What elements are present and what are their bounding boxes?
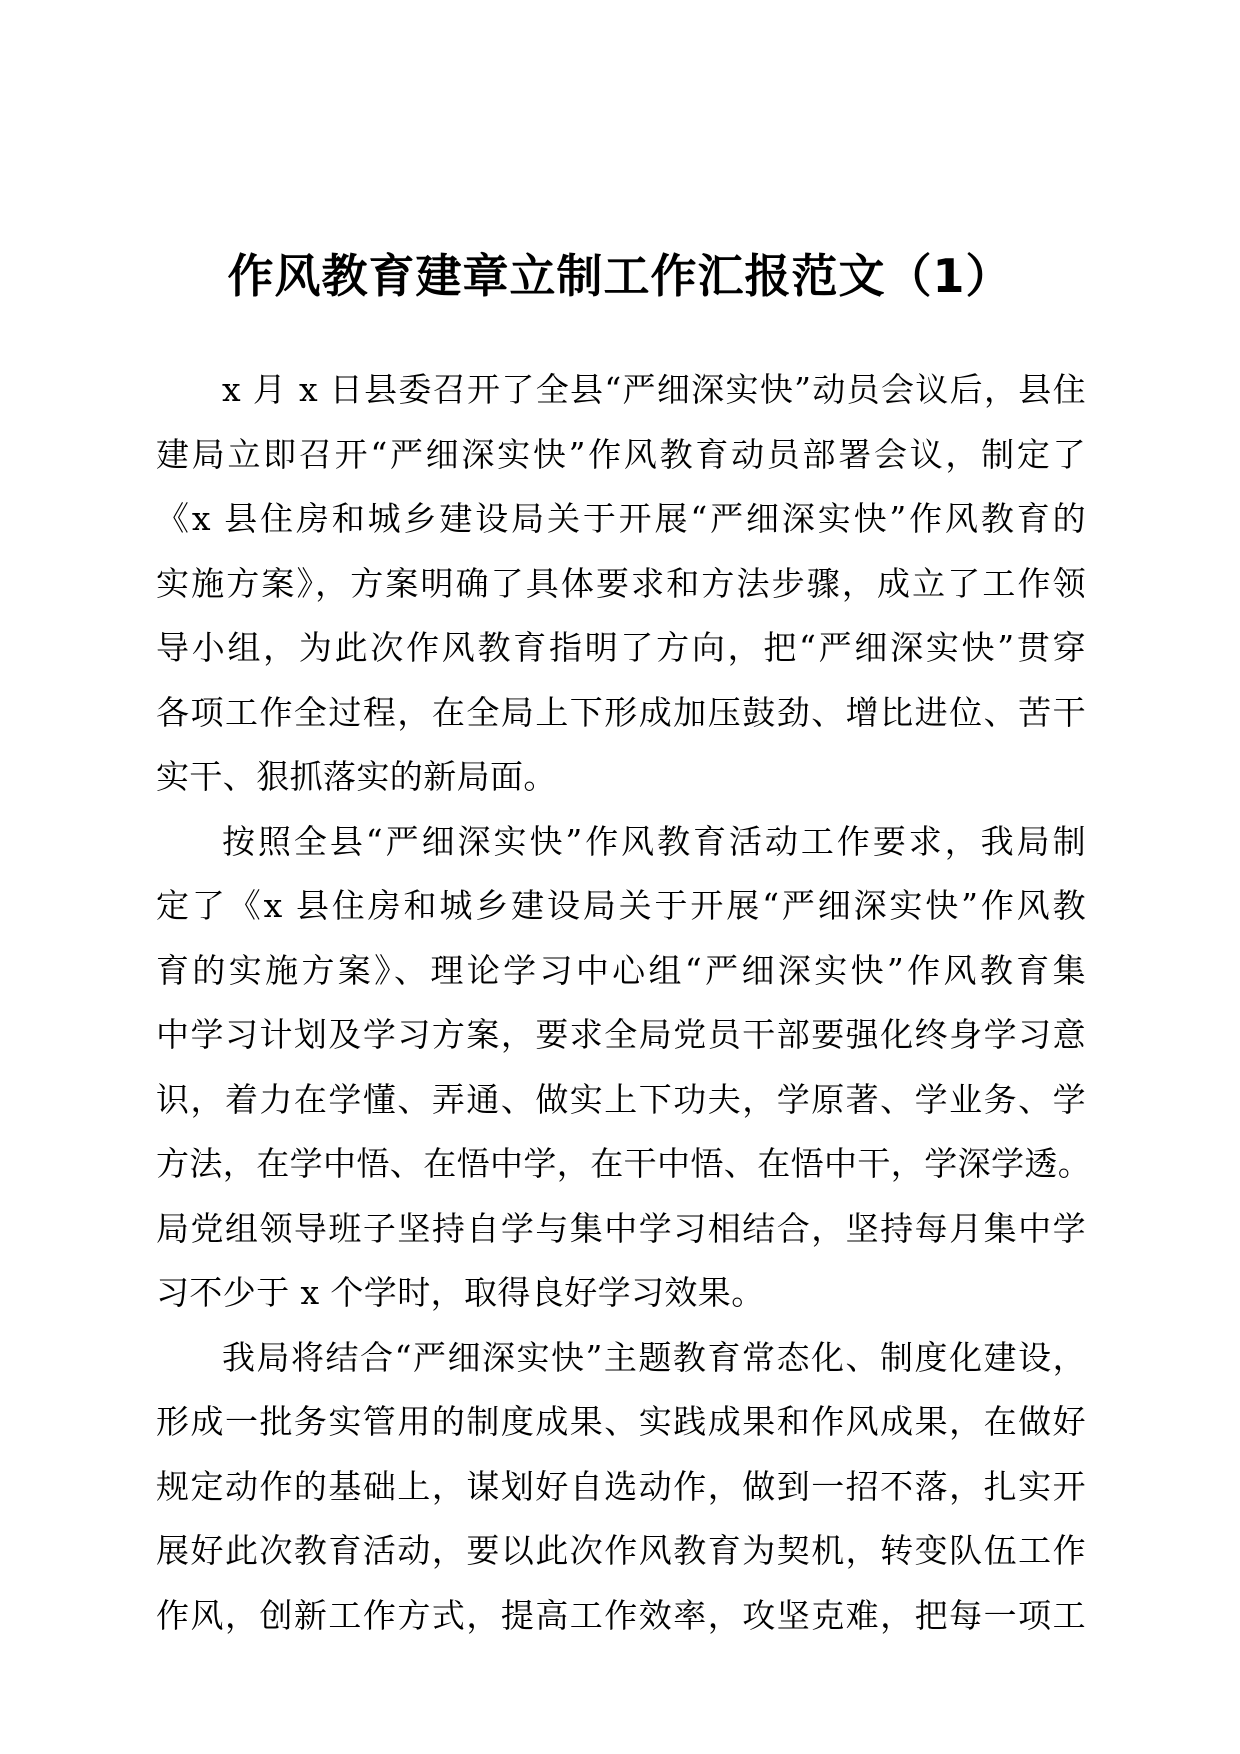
text-line: 我局将结合“严细深实快”主题教育常态化、制度化建设，	[222, 1337, 1086, 1377]
text-line: 《x 县住房和城乡建设局关于开展“严细深实快”作风教育的	[156, 499, 1086, 538]
text-line: 作风，创新工作方式，提高工作效率，攻坚克难，把每一项工	[156, 1595, 1086, 1635]
text-line: 实干、狠抓落实的新局面。	[156, 757, 557, 796]
paragraph-2	[156, 810, 1092, 1326]
text-line: x 月 x 日县委召开了全县“严细深实快”动员会议后，县住	[222, 370, 1086, 409]
text-line: 定了《x 县住房和城乡建设局关于开展“严细深实快”作风教	[156, 886, 1086, 925]
text-line: 方法，在学中悟、在悟中学，在干中悟、在悟中干，学深学透。	[156, 1144, 1092, 1183]
page-title: 作风教育建章立制工作汇报范文（1）	[227, 249, 1013, 303]
text-line: 中学习计划及学习方案，要求全局党员干部要强化终身学习意	[156, 1015, 1086, 1054]
text-line: 习不少于 x 个学时，取得良好学习效果。	[156, 1273, 765, 1312]
document-body	[156, 358, 1092, 1648]
text-line: 识，着力在学懂、弄通、做实上下功夫，学原著、学业务、学	[156, 1079, 1086, 1119]
paragraph-3	[156, 1326, 1086, 1649]
text-line: 导小组，为此次作风教育指明了方向，把“严细深实快”贯穿	[156, 628, 1086, 667]
text-line: 规定动作的基础上，谋划好自选动作，做到一招不落，扎实开	[156, 1466, 1086, 1506]
text-line: 实施方案》，方案明确了具体要求和方法步骤，成立了工作领	[156, 563, 1086, 603]
text-line: 展好此次教育活动，要以此次作风教育为契机，转变队伍工作	[156, 1531, 1086, 1570]
text-line: 形成一批务实管用的制度成果、实践成果和作风成果，在做好	[156, 1402, 1086, 1441]
text-line: 按照全县“严细深实快”作风教育活动工作要求，我局制	[222, 821, 1086, 861]
text-line: 局党组领导班子坚持自学与集中学习相结合，坚持每月集中学	[156, 1208, 1086, 1248]
paragraph-1	[156, 358, 1086, 810]
text-line: 育的实施方案》、理论学习中心组“严细深实快”作风教育集	[156, 950, 1086, 990]
text-line: 各项工作全过程，在全局上下形成加压鼓劲、增比进位、苦干	[156, 692, 1086, 732]
text-line: 建局立即召开“严细深实快”作风教育动员部署会议，制定了	[156, 434, 1086, 474]
